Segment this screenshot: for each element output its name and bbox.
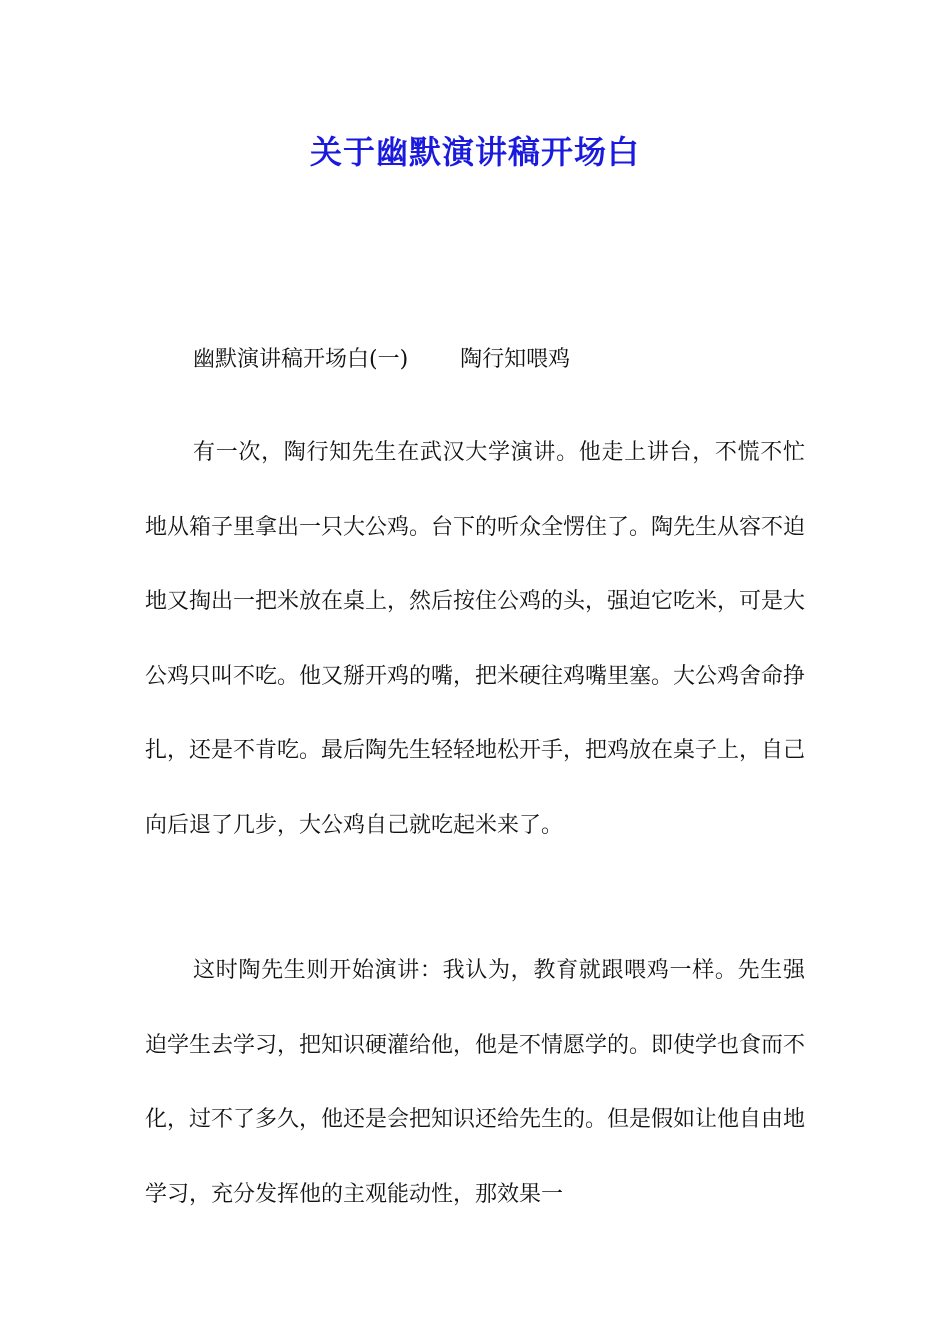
document-title: 关于幽默演讲稿开场白	[309, 133, 640, 171]
story-title: 陶行知喂鸡	[460, 347, 571, 372]
paragraph-1	[145, 416, 805, 863]
paragraph-1-text: 有一次，陶行知先生在武汉大学演讲。他走上讲台，不慌不忙地从箱子里拿出一只大公鸡。台下的听众全愣住了。陶先生从容不迫地又掏出一把米放在桌上，然后按住公鸡的头，强迫它吃米，可是大公鸡只叫不吃。他又掰开鸡的嘴，把米硬往鸡嘴里塞。大公鸡舍命挣扎，还是不肯吃。最后陶先生轻轻地松开手，把鸡放在桌子上，自己向后退了几步，大公鸡自己就吃起米来了。	[145, 440, 806, 838]
subheading	[145, 340, 805, 380]
section-title: 幽默演讲稿开场白(一)	[193, 347, 409, 372]
paragraph-2-text: 这时陶先生则开始演讲：我认为，教育就跟喂鸡一样。先生强迫学生去学习，把知识硬灌给他，他是不情愿学的。即使学也食而不化，过不了多久，他还是会把知识还给先生的。但是假如让他自由地学习，充分发挥他的主观能动性，那效果一	[145, 958, 806, 1207]
paragraph-2	[145, 934, 805, 1232]
